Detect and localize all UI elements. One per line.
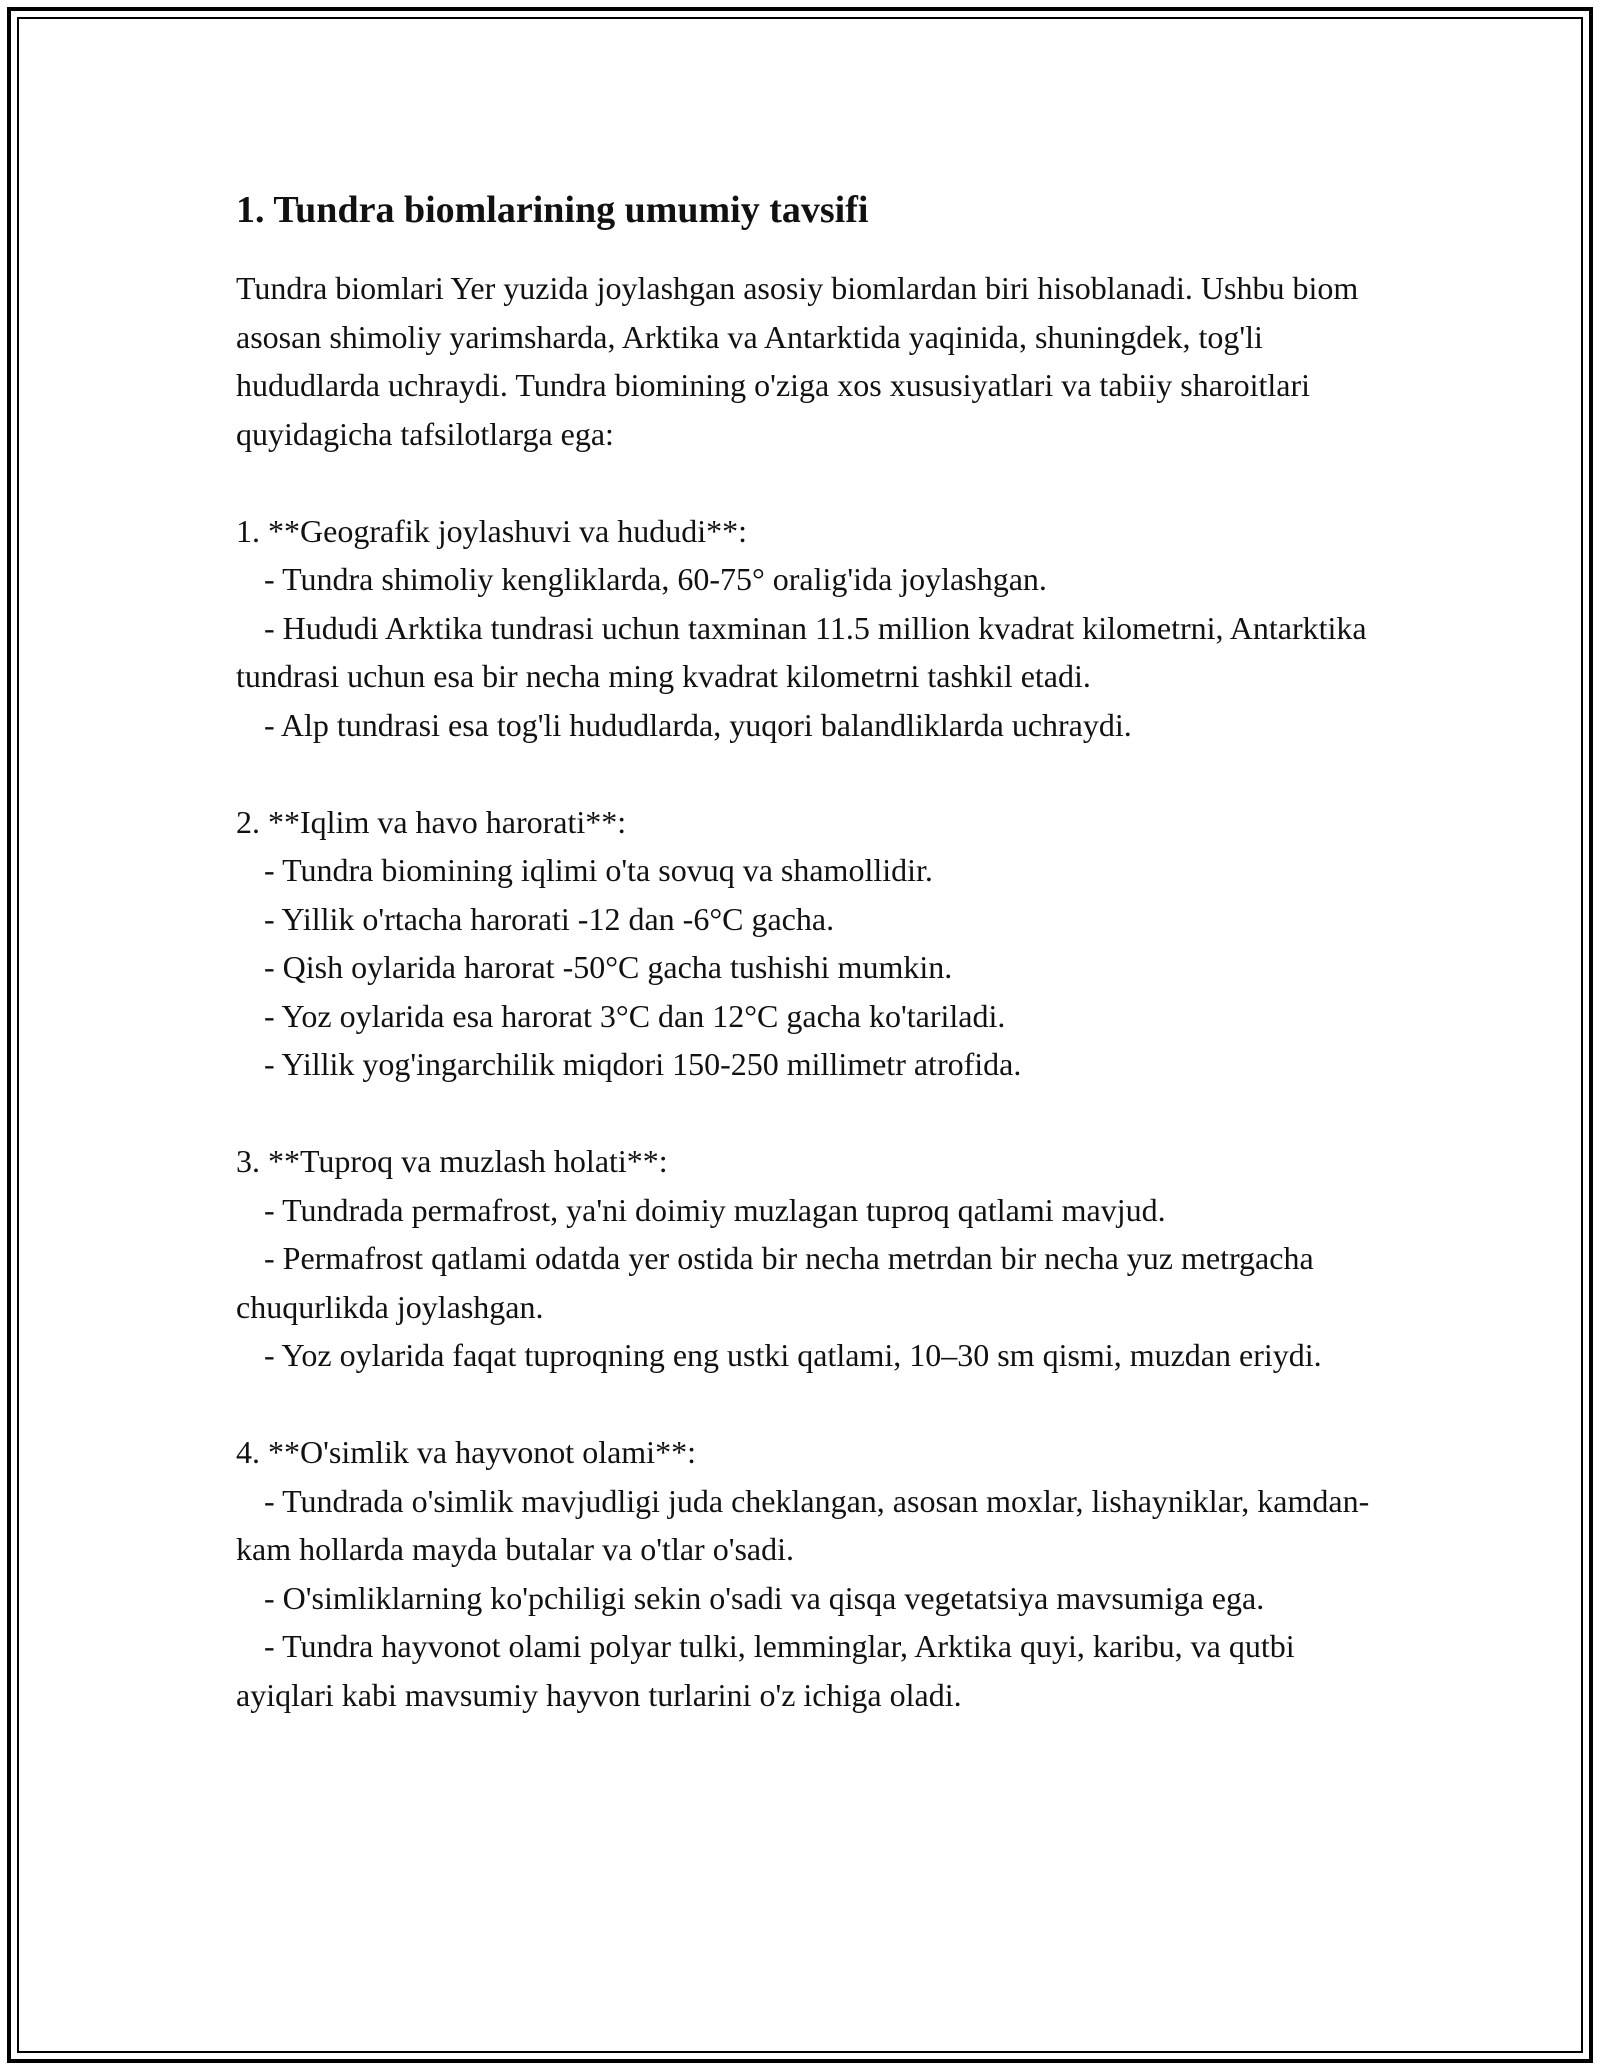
list-item: - Yillik o'rtacha harorati -12 dan -6°C gacha. [264,900,835,937]
intro-paragraph: Tundra biomlari Yer yuzida joylashgan asosiy biomlardan biri hisoblanadi. Ushbu biom asosan shimoliy yarimsharda, Arktika va Antarktida yaqinida, shuningdek, tog'li hududlarda uchraydi. Tundra biomining o'ziga xos xususiyatlari va tabiiy sharoitlari quyidagicha tafsilotlarga ega: [236,270,1359,452]
list-item: - Yillik yog'ingarchilik miqdori 150-250 millimetr atrofida. [264,1046,1022,1082]
section-geography [236,507,1376,750]
list-item: - Alp tundrasi esa tog'li hududlarda, yuqori balandliklarda uchraydi. [264,706,1132,743]
list-item: - Yoz oylarida faqat tuproqning eng ustki qatlami, 10–30 sm qismi, muzdan eriydi. [264,1337,1322,1373]
list-item: - Tundrada o'simlik mavjudligi juda cheklangan, asosan moxlar, lishayniklar, kamdan-kam hollarda mayda butalar va o'tlar o'sadi. [236,1482,1370,1567]
section-climate [236,798,1376,1089]
list-item: - Tundra biomining iqlimi o'ta sovuq va shamollidir. [264,852,933,888]
list-item: - Hududi Arktika tundrasi uchun taxminan 11.5 million kvadrat kilometrni, Antarktika tundrasi uchun esa bir necha ming kvadrat kilometrni tashkil etadi. [236,609,1367,694]
list-item: - Qish oylarida harorat -50°C gacha tushishi mumkin. [264,949,953,985]
section-title: 1. **Geografik joylashuvi va hududi**: [236,512,748,549]
list-item: - Tundrada permafrost, ya'ni doimiy muzlagan tuproq qatlami mavjud. [264,1191,1166,1228]
list-item: - Tundra shimoliy kengliklarda, 60-75° oralig'ida joylashgan. [264,561,1047,597]
list-item: - O'simliklarning ko'pchiligi sekin o'sadi va qisqa vegetatsiya mavsumiga ega. [264,1579,1265,1616]
document-heading: 1. Tundra biomlarining umumiy tavsifi [236,189,869,231]
document-body [236,186,1376,1719]
list-item: - Tundra hayvonot olami polyar tulki, lemminglar, Arktika quyi, karibu, va qutbi ayiqlari kabi mavsumiy hayvon turlarini o'z ichiga oladi. [236,1628,1295,1713]
section-title: 4. **O'simlik va hayvonot olami**: [236,1434,696,1470]
list-item: - Permafrost qatlami odatda yer ostida bir necha metrdan bir necha yuz metrgacha chuqurlikda joylashgan. [236,1240,1314,1325]
section-title: 2. **Iqlim va havo harorati**: [236,803,627,840]
section-title: 3. **Tuproq va muzlash holati**: [236,1143,668,1179]
section-soil [236,1137,1376,1380]
list-item: - Yoz oylarida esa harorat 3°C dan 12°C gacha ko'tariladi. [264,997,1006,1034]
section-flora-fauna [236,1428,1376,1719]
